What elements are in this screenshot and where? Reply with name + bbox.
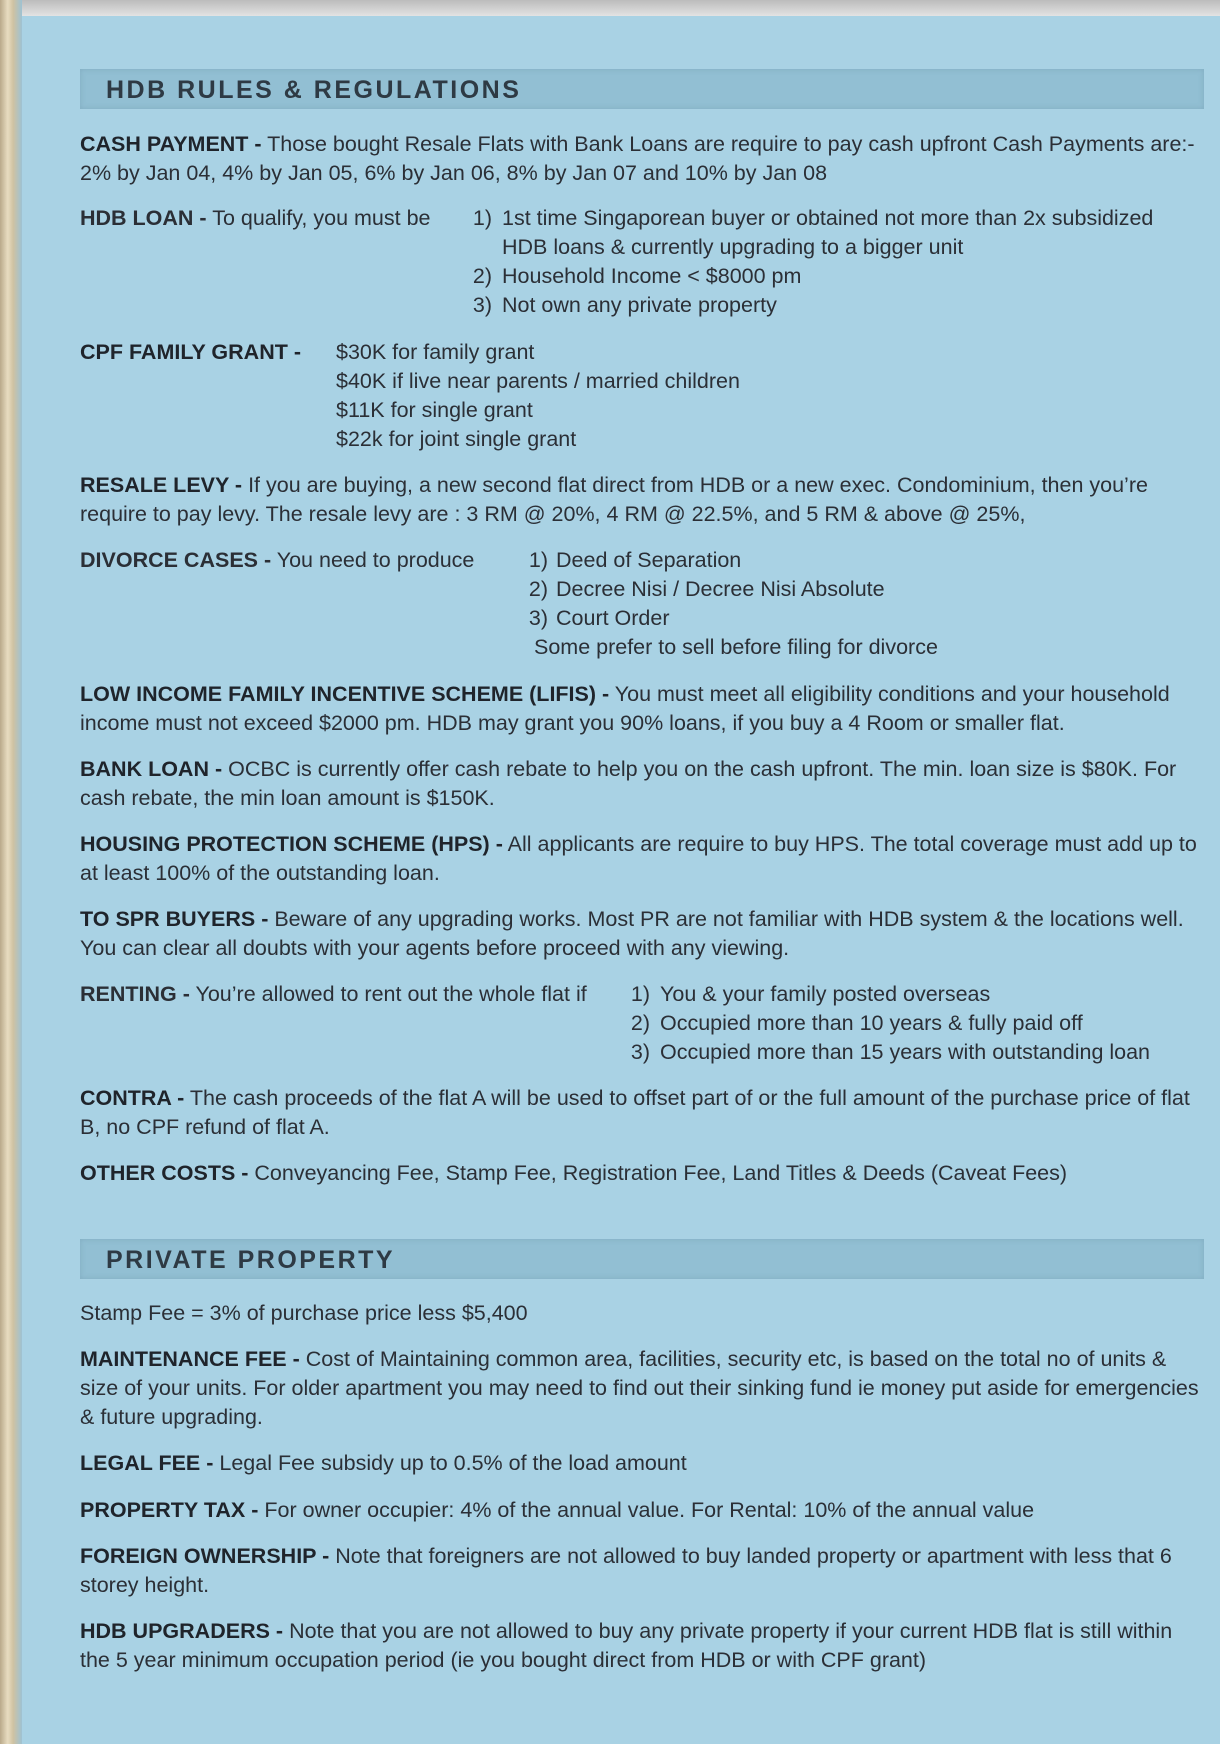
legal-fee-text: Legal Fee subsidy up to 0.5% of the load amount xyxy=(219,1451,687,1475)
property-tax-text: For owner occupier: 4% of the annual value. For Rental: 10% of the annual value xyxy=(264,1498,1035,1522)
hdb-loan-item-2: Household Income < $8000 pm xyxy=(502,264,802,288)
lifis-text: You must meet all eligibility conditions and your household income must not exceed $2000 pm. HDB may grant you 90% loans, if you buy a 4 Room or smaller flat. xyxy=(80,682,1170,735)
divorce-item-2: Decree Nisi / Decree Nisi Absolute xyxy=(556,577,885,601)
renting-item-2: Occupied more than 10 years & fully paid off xyxy=(660,1011,1083,1035)
hps-label: HOUSING PROTECTION SCHEME (HPS) - xyxy=(80,832,503,856)
renting-intro: You’re allowed to rent out the whole flat if xyxy=(195,982,587,1006)
hdb-loan-label: HDB LOAN - xyxy=(80,206,207,230)
spr-buyers-text: Beware of any upgrading works. Most PR are not familiar with HDB system & the locations well. You can clear all doubts with your agents before proceed with any viewing. xyxy=(80,907,1184,960)
foreign-ownership-item xyxy=(80,1542,1204,1600)
bank-loan-item xyxy=(80,755,1204,813)
contra-text: The cash proceeds of the flat A will be used to offset part of or the full amount of the purchase price of flat B, no CPF refund of flat A. xyxy=(80,1086,1190,1139)
property-tax-label: PROPERTY TAX - xyxy=(80,1498,259,1522)
divorce-num-3: 3) xyxy=(528,606,548,630)
hdb-upgraders-item xyxy=(80,1617,1204,1675)
other-costs-text: Conveyancing Fee, Stamp Fee, Registration Fee, Land Titles & Deeds (Caveat Fees) xyxy=(254,1161,1068,1185)
divorce-item-3: Court Order xyxy=(556,606,670,630)
legal-fee-item xyxy=(80,1449,1204,1478)
lifis-item xyxy=(80,680,1204,738)
renting-label: RENTING - xyxy=(80,982,190,1006)
renting-num-2: 2) xyxy=(630,1011,650,1035)
maintenance-fee-text: Cost of Maintaining common area, facilities, security etc, is based on the total no of units & size of your units. For older apartment you may need to find out their sinking fund ie money put aside for emergencies & future upgrading. xyxy=(80,1347,1199,1429)
bank-loan-label: BANK LOAN - xyxy=(80,757,223,781)
hdb-loan-item-3: Not own any private property xyxy=(502,293,777,317)
bank-loan-text: OCBC is currently offer cash rebate to help you on the cash upfront. The min. loan size is $80K. For cash rebate, the min loan amount is $150K. xyxy=(80,757,1177,810)
resale-levy-item xyxy=(80,471,1204,529)
resale-levy-text: If you are buying, a new second flat direct from HDB or a new exec. Condominium, then you’re require to pay levy. The resale levy are : 3 RM @ 20%, 4 RM @ 22.5%, and 5 RM & above @ 25%, xyxy=(80,473,1148,526)
hdb-loan-num-1: 1) xyxy=(472,206,492,230)
hps-text: All applicants are require to buy HPS. The total coverage must add up to at least 100% of the outstanding loan. xyxy=(80,832,1197,885)
property-tax-item xyxy=(80,1496,1204,1525)
renting-num-1: 1) xyxy=(630,982,650,1006)
legal-fee-label: LEGAL FEE - xyxy=(80,1451,214,1475)
contra-label: CONTRA - xyxy=(80,1086,185,1110)
cash-payment-label: CASH PAYMENT - xyxy=(80,132,262,156)
maintenance-fee-item xyxy=(80,1345,1204,1432)
hdb-upgraders-label: HDB UPGRADERS - xyxy=(80,1619,284,1643)
renting-heading xyxy=(80,980,587,1009)
hdb-loan-num-2: 2) xyxy=(472,264,492,288)
contra-item xyxy=(80,1084,1204,1142)
divorce-num-2: 2) xyxy=(528,577,548,601)
private-section-header xyxy=(80,1239,1204,1279)
maintenance-fee-label: MAINTENANCE FEE - xyxy=(80,1347,300,1371)
brochure-page xyxy=(22,16,1220,1744)
hdb-section-title: HDB RULES & REGULATIONS xyxy=(106,76,522,104)
cpf-grant-line-4: $22k for joint single grant xyxy=(336,427,577,451)
hdb-loan-item-1-line1: 1st time Singaporean buyer or obtained not more than 2x subsidized xyxy=(502,206,1154,230)
cash-payment-text: Those bought Resale Flats with Bank Loans are require to pay cash upfront Cash Payments are:- 2% by Jan 04, 4% by Jan 05, 6% by Jan 06, 8% by Jan 07 and 10% by Jan 08 xyxy=(80,132,1195,185)
spr-buyers-label: TO SPR BUYERS - xyxy=(80,907,269,931)
divorce-num-1: 1) xyxy=(528,548,548,572)
foreign-ownership-label: FOREIGN OWNERSHIP - xyxy=(80,1544,330,1568)
hdb-loan-heading xyxy=(80,204,431,233)
renting-num-3: 3) xyxy=(630,1040,650,1064)
hdb-loan-num-3: 3) xyxy=(472,293,492,317)
divorce-intro: You need to produce xyxy=(276,548,475,572)
hdb-loan-item-1-line2: HDB loans & currently upgrading to a bigger unit xyxy=(502,235,964,259)
lifis-label: LOW INCOME FAMILY INCENTIVE SCHEME (LIFIS) - xyxy=(80,682,610,706)
hdb-upgraders-text: Note that you are not allowed to buy any private property if your current HDB flat is still within the 5 year minimum occupation period (ie you bought direct from HDB or with CPF grant) xyxy=(80,1619,1173,1672)
stamp-fee-text: Stamp Fee = 3% of purchase price less $5,400 xyxy=(80,1301,528,1325)
foreign-ownership-text: Note that foreigners are not allowed to buy landed property or apartment with less that 6 storey height. xyxy=(80,1544,1172,1597)
spr-buyers-item xyxy=(80,905,1204,963)
hps-item xyxy=(80,830,1204,888)
private-section-title: PRIVATE PROPERTY xyxy=(106,1246,396,1274)
cpf-grant-line-3: $11K for single grant xyxy=(336,398,533,422)
divorce-heading xyxy=(80,546,474,575)
renting-item-3: Occupied more than 15 years with outstanding loan xyxy=(660,1040,1151,1064)
other-costs-label: OTHER COSTS - xyxy=(80,1161,249,1185)
stamp-fee-item xyxy=(80,1299,1204,1328)
cpf-grant-line-1: $30K for family grant xyxy=(336,340,535,364)
divorce-label: DIVORCE CASES - xyxy=(80,548,272,572)
hdb-section-header xyxy=(80,69,1204,109)
cash-payment-item xyxy=(80,130,1204,188)
hdb-loan-intro: To qualify, you must be xyxy=(212,206,431,230)
renting-item-1: You & your family posted overseas xyxy=(660,982,991,1006)
divorce-note: Some prefer to sell before filing for divorce xyxy=(534,635,938,659)
cpf-grant-line-2: $40K if live near parents / married children xyxy=(336,369,740,393)
other-costs-item xyxy=(80,1159,1204,1188)
cpf-grant-label: CPF FAMILY GRANT - xyxy=(80,340,301,364)
resale-levy-label: RESALE LEVY - xyxy=(80,473,243,497)
divorce-item-1: Deed of Separation xyxy=(556,548,742,572)
page-spine xyxy=(0,0,22,1744)
